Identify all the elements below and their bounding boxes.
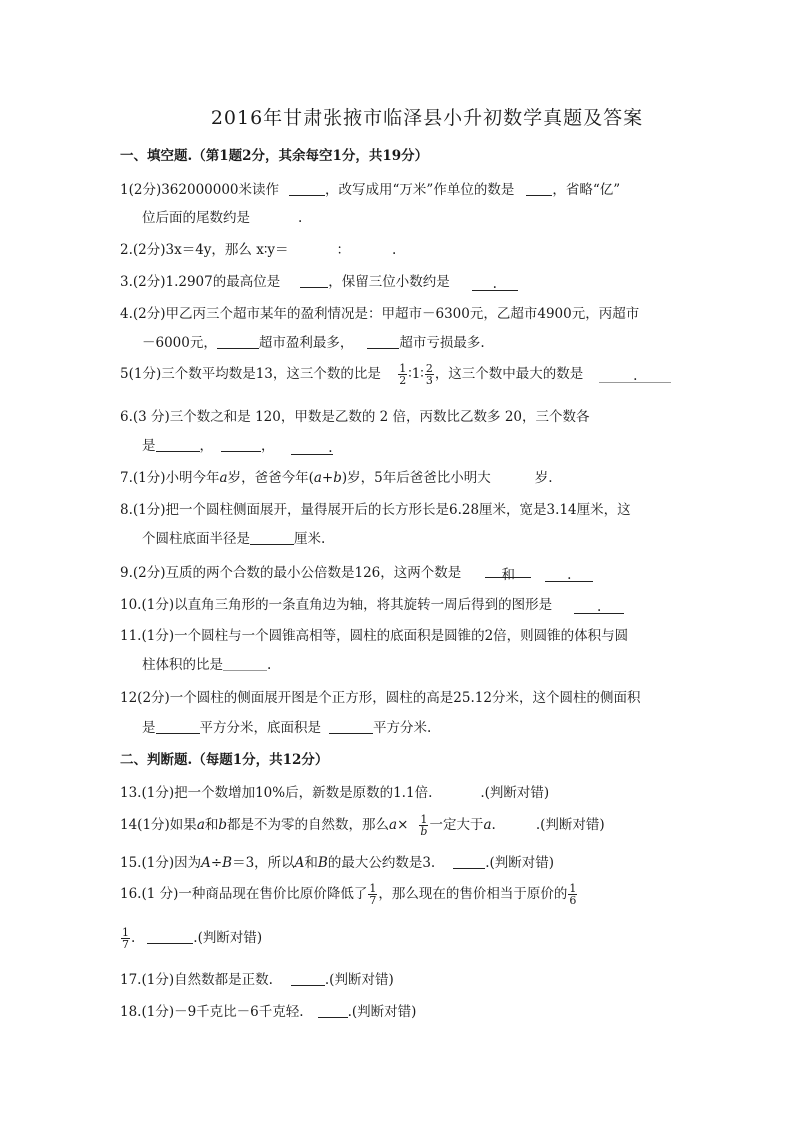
fraction: $\frac{2}{3}$ bbox=[425, 362, 433, 387]
question-4: 4.(2分)甲乙丙三个超市某年的盈利情况是：甲超市－6300元，乙超市4900元，丙超市 bbox=[120, 306, 640, 322]
fraction: $\frac{1}{7}$ bbox=[122, 926, 129, 951]
answer-blank[interactable] bbox=[318, 1003, 348, 1018]
answer-blank[interactable] bbox=[300, 273, 328, 288]
question-12-cont: 是 平方分米，底面积是 平方分米. bbox=[142, 720, 432, 736]
question-1-cont: 位后面的尾数约是 . bbox=[142, 210, 303, 226]
answer-blank[interactable] bbox=[291, 971, 325, 986]
fraction: $\frac{1}{b}$ bbox=[420, 813, 428, 838]
fraction: $\frac{1}{7}$ bbox=[369, 882, 377, 907]
question-7: 7.(1分)小明今年a岁，爸爸今年(a+b)岁，5年后爸爸比小明大 岁. bbox=[120, 470, 553, 486]
section-fill-blank-heading: 一、填空题.（第1题2分，其余每空1分，共19分） bbox=[120, 148, 429, 164]
question-2: 2.(2分)3x＝4y，那么 x∶y＝ ： . bbox=[120, 242, 397, 258]
question-11-cont: 柱体积的比是 . bbox=[142, 657, 272, 673]
question-8: 8.(1分)把一个圆柱侧面展开，量得展开后的长方形长是6.28厘米，宽是3.14厘米，这 bbox=[120, 502, 631, 518]
answer-blank[interactable] bbox=[526, 181, 552, 196]
answer-blank[interactable] bbox=[453, 854, 485, 869]
answer-blank[interactable] bbox=[221, 437, 261, 452]
question-18: 18.(1分)－9千克比－6千克轻. .(判断对错) bbox=[120, 1004, 417, 1020]
page-title: 2016年甘肃张掖市临泽县小升初数学真题及答案 bbox=[210, 107, 644, 129]
question-6-cont: 是 ， ， . bbox=[142, 438, 333, 456]
question-3: 3.(2分)1.2907的最高位是 ，保留三位小数约是 . bbox=[120, 270, 518, 291]
question-6: 6.(3 分)三个数之和是 120，甲数是乙数的 2 倍，丙数比乙数多 20，三个数各 bbox=[120, 409, 590, 425]
answer-blank[interactable]: . bbox=[574, 599, 624, 614]
question-11: 11.(1分)一个圆柱与一个圆锥高相等，圆柱的底面积是圆锥的2倍，则圆锥的体积与圆 bbox=[120, 628, 629, 644]
answer-blank[interactable] bbox=[329, 719, 373, 734]
question-5: 5(1分)三个数平均数是13，这三个数的比是 $\frac{1}{2}$ ∶1∶ $\frac{2}{3}$ ，这三个数中最大的数是 . bbox=[120, 362, 671, 386]
answer-blank[interactable] bbox=[289, 181, 325, 196]
question-10: 10.(1分)以直角三角形的一条直角边为轴，将其旋转一周后得到的图形是 . bbox=[120, 593, 624, 614]
question-8-cont: 个圆柱底面半径是 厘米. bbox=[142, 531, 326, 547]
answer-blank[interactable]: . bbox=[545, 567, 593, 582]
answer-blank[interactable] bbox=[250, 530, 294, 545]
answer-blank[interactable] bbox=[223, 656, 267, 671]
answer-blank[interactable]: . bbox=[291, 440, 333, 455]
question-4-cont: －6000元， 超市盈利最多， 超市亏损最多. bbox=[142, 335, 485, 351]
question-1: 1(2分)362000000米读作 ，改写成用“万米”作单位的数是 ，省略“亿” bbox=[120, 182, 621, 198]
question-13: 13.(1分)把一个数增加10%后，新数是原数的1.1倍. .(判断对错) bbox=[120, 785, 550, 801]
answer-blank[interactable] bbox=[156, 437, 200, 452]
question-16: 16.(1 分)一种商品现在售价比原价降低了 $\frac{1}{7}$ ，那么现在的售价相当于原价的 $\frac{1}{6}$ bbox=[120, 882, 577, 907]
answer-blank[interactable] bbox=[156, 719, 200, 734]
fraction: $\frac{1}{2}$ bbox=[399, 362, 407, 387]
question-15: 15.(1分)因为A÷B＝3，所以A和B的最大公约数是3. .(判断对错) bbox=[120, 855, 555, 871]
answer-blank[interactable] bbox=[147, 929, 193, 944]
answer-blank[interactable]: 和 bbox=[485, 563, 531, 578]
answer-blank[interactable] bbox=[367, 334, 399, 349]
answer-blank[interactable] bbox=[217, 334, 259, 349]
fraction: $\frac{1}{6}$ bbox=[569, 882, 577, 907]
answer-blank[interactable]: . bbox=[599, 368, 671, 383]
section-true-false-heading: 二、判断题.（每题1分，共12分） bbox=[120, 752, 329, 768]
question-12: 12(2分)一个圆柱的侧面展开图是个正方形，圆柱的高是25.12分米，这个圆柱的侧面积 bbox=[120, 690, 641, 706]
question-17: 17.(1分)自然数都是正数. .(判断对错) bbox=[120, 972, 394, 988]
question-9: 9.(2分)互质的两个合数的最小公倍数是126，这两个数是 和 . bbox=[120, 561, 593, 582]
answer-blank[interactable]: . bbox=[472, 276, 518, 291]
question-14: 14(1分)如果a和b都是不为零的自然数，那么a× $\frac{1}{b}$ 一定大于a. .(判断对错) bbox=[120, 813, 605, 838]
question-16-cont: $\frac{1}{7}$ . .(判断对错) bbox=[122, 926, 263, 951]
